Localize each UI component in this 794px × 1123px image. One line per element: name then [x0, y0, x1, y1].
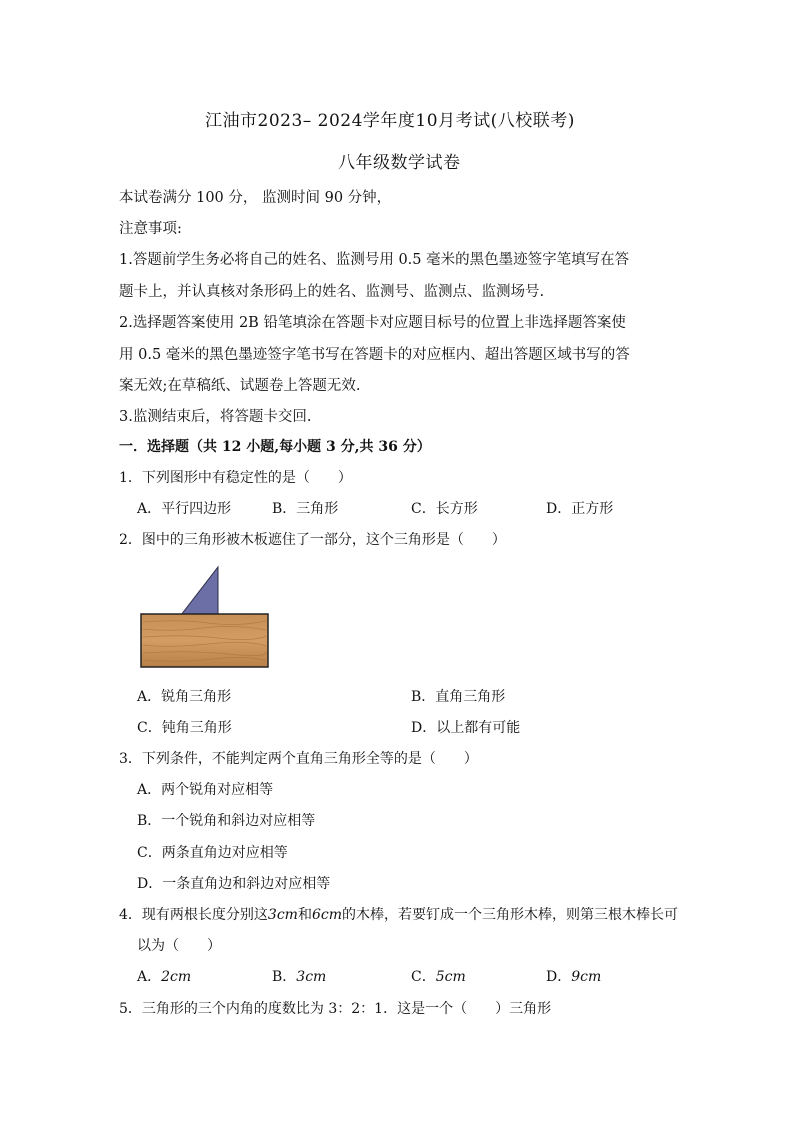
- question-3-option-a[interactable]: A．两个锐角对应相等: [137, 782, 274, 798]
- question-4-option-d[interactable]: [546, 966, 601, 986]
- note-1-line-2: 题卡上，并认真核对条形码上的姓名、监测号、监测点、监测场号.: [119, 284, 545, 300]
- question-4-option-d-value: 9cm: [571, 969, 602, 985]
- question-4-option-d-label: D．: [546, 969, 572, 985]
- question-4-option-b-value: 3cm: [296, 969, 327, 985]
- question-4-option-b[interactable]: [272, 966, 326, 986]
- question-4-length-2: 6cm: [311, 907, 342, 923]
- question-4-stem-part-1: 4．现有两根长度分别这: [119, 907, 268, 923]
- note-1-line-1: 1.答题前学生务必将自己的姓名、监测号用 0.5 毫米的黑色墨迹签字笔填写在答: [119, 252, 630, 268]
- question-1-stem: 1．下列图形中有稳定性的是（ ）: [119, 470, 352, 486]
- wooden-board: [141, 614, 268, 667]
- question-3-option-b[interactable]: B．一个锐角和斜边对应相等: [137, 813, 316, 829]
- exam-title: 江油市2023– 2024学年度10月考试(八校联考): [205, 111, 575, 131]
- question-4-option-a-value: 2cm: [161, 969, 192, 985]
- question-2-stem: 2．图中的三角形被木板遮住了一部分，这个三角形是（ ）: [119, 532, 506, 548]
- question-1-option-b[interactable]: B．三角形: [272, 501, 339, 517]
- question-2-option-d[interactable]: D．以上都有可能: [411, 720, 521, 736]
- question-2-option-c[interactable]: C．钝角三角形: [137, 720, 232, 736]
- section-heading: 一．选择题（共 12 小题,每小题 3 分,共 36 分）: [119, 439, 431, 455]
- question-2-option-b[interactable]: B．直角三角形: [411, 689, 506, 705]
- question-4-length-1: 3cm: [267, 907, 298, 923]
- question-4-option-c[interactable]: [411, 966, 466, 986]
- question-4-option-a-label: A．: [137, 969, 162, 985]
- question-1-option-a[interactable]: A．平行四边形: [137, 501, 232, 517]
- note-3: 3.监测结束后，将答题卡交回.: [119, 409, 312, 425]
- note-2-line-1: 2.选择题答案使用 2B 铅笔填涂在答题卡对应题目标号的位置上非选择题答案使: [119, 315, 626, 331]
- question-3-stem: 3．下列条件，不能判定两个直角三角形全等的是（ ）: [119, 751, 478, 767]
- exam-info: 本试卷满分 100 分， 监测时间 90 分钟，: [119, 190, 392, 206]
- question-4-option-c-value: 5cm: [435, 969, 466, 985]
- note-2-line-3: 案无效;在草稿纸、试题卷上答题无效.: [119, 378, 361, 394]
- question-4-option-b-label: B．: [272, 969, 297, 985]
- question-4-option-a[interactable]: [137, 966, 191, 986]
- question-1-option-c[interactable]: C．长方形: [411, 501, 478, 517]
- question-4-stem-and: 和: [297, 907, 312, 923]
- question-1-option-d[interactable]: D．正方形: [546, 501, 614, 517]
- exam-subtitle: 八年级数学试卷: [338, 153, 461, 173]
- note-2-line-2: 用 0.5 毫米的黑色墨迹签字笔书写在答题卡的对应框内、超出答题区域书写的答: [119, 347, 630, 363]
- question-2-option-a[interactable]: A．锐角三角形: [137, 689, 232, 705]
- question-4-option-c-label: C．: [411, 969, 436, 985]
- question-4-stem-line-2: 以为（ ）: [137, 938, 221, 954]
- question-3-option-c[interactable]: C．两条直角边对应相等: [137, 845, 288, 861]
- triangle-behind-board-figure: [138, 562, 272, 670]
- notes-title: 注意事项:: [119, 221, 182, 237]
- question-5-stem: 5．三角形的三个内角的度数比为 3：2：1．这是一个（ ）三角形: [119, 1001, 552, 1017]
- question-4-stem-part-2: 的木棒，若要钉成一个三角形木棒，则第三根木棒长可: [341, 907, 678, 923]
- question-4-stem-line-1: [119, 904, 678, 924]
- triangle-shape: [181, 567, 218, 615]
- question-3-option-d[interactable]: D．一条直角边和斜边对应相等: [137, 876, 331, 892]
